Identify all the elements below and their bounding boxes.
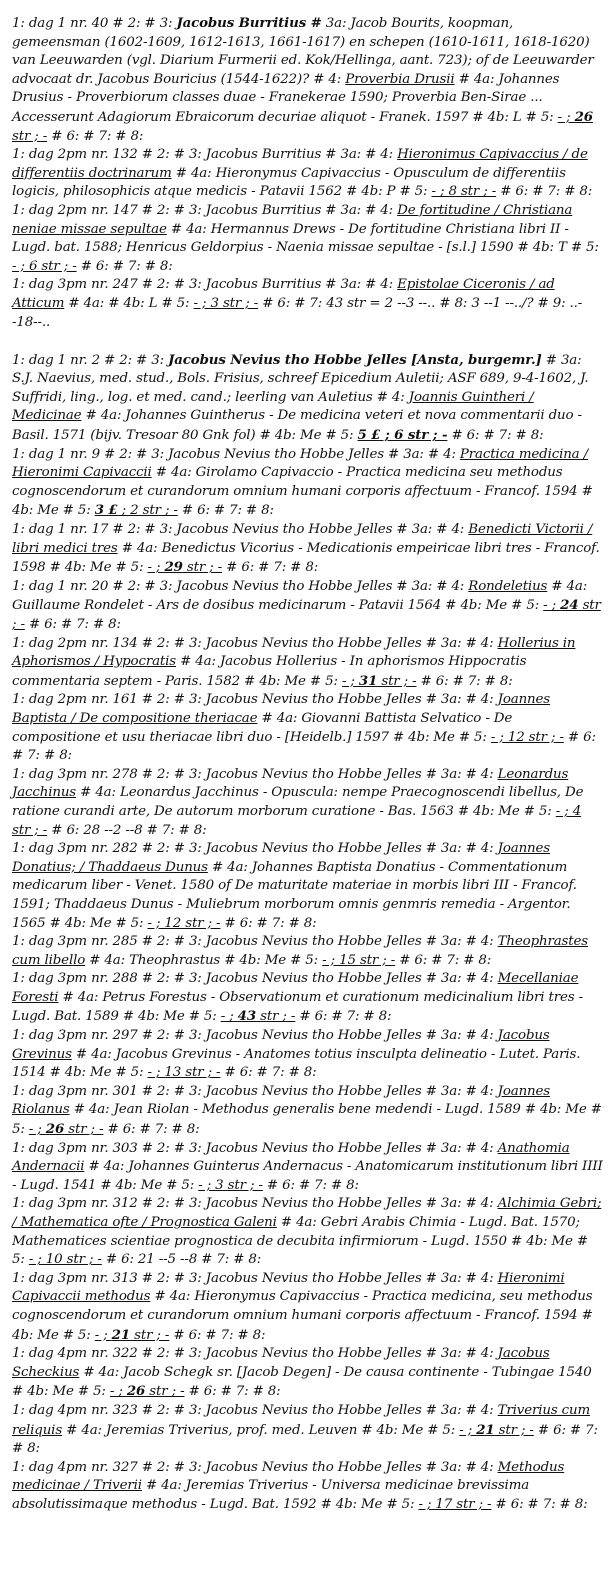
underlined-title: - ; [459, 1422, 477, 1438]
entry-text: # 6: 28 --2 --8 # 7: # 8: [47, 822, 207, 838]
underlined-title: - ; 13 str ; - [147, 1065, 221, 1081]
entry-text: 1: dag 3pm nr. 247 # 2: # 3: Jacobus Burritius # 3a: # 4: [12, 277, 398, 293]
entry-text: 1: dag 2pm nr. 161 # 2: # 3: Jacobus Nevius tho Hobbe Jelles # 3a: # 4: [12, 692, 498, 708]
entry-text: 1: dag 1 nr. 20 # 2: # 3: Jacobus Nevius tho Hobbe Jelles # 3a: # 4: [12, 578, 469, 594]
entry-text: # 4a: Giovanni Battista Selvatico - De compositione et usu theriacae libri duo - [Heidelb.] 1597 # 4b: Me # 5: [12, 710, 513, 745]
catalogue-entry [12, 146, 603, 202]
entry-text: 1: dag 3pm nr. 278 # 2: # 3: Jacobus Nevius tho Hobbe Jelles # 3a: # 4: [12, 766, 498, 782]
catalogue-entry [12, 446, 603, 521]
entry-text: # 4a: Jean Riolan - Methodus generalis bene medendi - Lugd. 1589 # 4b: Me # 5: [12, 1102, 602, 1138]
underlined-title: str ; - [12, 598, 601, 632]
catalogue-entry [12, 635, 603, 692]
underlined-title: - ; [28, 1122, 46, 1138]
entry-text: 1: dag 3pm nr. 297 # 2: # 3: Jacobus Nevius tho Hobbe Jelles # 3a: # 4: [12, 1028, 498, 1044]
bold-value: 24 [560, 597, 579, 614]
catalogue-entry [12, 1083, 603, 1140]
underlined-title: Anathomia Andernacii [12, 1140, 570, 1175]
entry-text: # 4a: Benedictus Vicorius - Medicationis empeiricae libri tres - Francof. 1598 # 4b: Me # 5: [12, 540, 600, 576]
entry-text: # 6: # 7: # 8: [184, 1384, 281, 1400]
entry-text: # 4a: Johannes Drusius - Proverbiorum classes duae - Franekerae 1590; Proverbia Ben-Sirae ... Accesserunt Adagiorum Ebraicorum decuriae aliquot - Franek. 1597 # 4b: L # 5: [12, 71, 560, 125]
bold-value: 43 [237, 1008, 257, 1025]
catalogue-entry [12, 1270, 603, 1345]
entry-text: 1: dag 3pm nr. 285 # 2: # 3: Jacobus Nevius tho Hobbe Jelles # 3a: # 4: [12, 934, 498, 950]
underlined-title: Proverbia Drusii [345, 71, 455, 87]
underlined-title: Alchimia Gebri; / Mathematica ofte / Prognostica Galeni [12, 1196, 602, 1230]
entry-text: 1: dag 1 nr. 2 # 2: # 3: [12, 352, 169, 368]
underlined-title: Triverius cum reliquis [12, 1402, 591, 1438]
bold-value: 3 £ [94, 502, 118, 519]
underlined-title: Joannes Donatius; / Thaddaeus Dunus [12, 841, 551, 875]
underlined-title: - ; 17 str ; - [418, 1496, 492, 1512]
catalogue-entry [12, 1402, 603, 1459]
entry-text: # 6: # 7: # 8: [177, 503, 274, 519]
entry-text: 1: dag 2pm nr. 147 # 2: # 3: Jacobus Burritius # 3a: # 4: [12, 202, 398, 218]
catalogue-entry [12, 14, 603, 146]
entry-text: 1: dag 2pm nr. 134 # 2: # 3: Jacobus Nevius tho Hobbe Jelles # 3a: # 4: [12, 635, 498, 651]
bold-value: 29 [164, 559, 183, 576]
underlined-title: str ; - [12, 128, 48, 144]
underlined-title: str ; - [377, 673, 417, 689]
entry-text: 1: dag 3pm nr. 301 # 2: # 3: Jacobus Nevius tho Hobbe Jelles # 3a: # 4: [12, 1083, 498, 1099]
catalogue-entry [12, 691, 603, 765]
catalogue-entry [12, 202, 603, 276]
bold-value: 21 [111, 1326, 131, 1343]
entry-text: # 4a: Johannes Guinterus Andernacus - Anatomicarum institutionum libri IIII - Lugd. 1541 # 4b: Me # 5: [12, 1159, 603, 1193]
entry-text: # 6: # 7: # 8: [395, 952, 492, 968]
entry-text: 3a: Jacob Bourits, koopman, gemeensman (1602-1609, 1612-1613, 1661-1617) en schepen (1610-1611, 1618-1620) van Leeuwarden (vgl. Diarium Furmerii ed. Kok/Hellinga, aant. 723); of de Leeuwarder advocaat dr. Jacobus Bouricius (1544-1622)? # 4: [12, 16, 594, 87]
entry-text: # 6: # 7: # 8: [295, 1009, 392, 1025]
catalogue-entry [12, 276, 603, 332]
underlined-title: - ; [557, 109, 575, 125]
catalogue-entry [12, 521, 603, 578]
entry-text: # 6: # 7: 43 str = 2 --3 --.. # 8: 3 --1 --../? # 9: ..--18--.. [12, 295, 583, 330]
underlined-title: str ; - [494, 1422, 534, 1438]
underlined-title: ; 2 str ; - [117, 503, 178, 519]
entry-text: # 6: # 7: # 8: [220, 1065, 317, 1081]
entry-text: # 4a: Hieronymus Capivaccius - Opusculum de differentiis logicis, philosophicis atque medicis - Patavii 1562 # 4b: P # 5: [12, 165, 566, 200]
underlined-title: Joannes Baptista / De compositione theriacae [12, 692, 551, 726]
entry-text: # 4a: # 4b: L # 5: [64, 295, 194, 311]
entry-text: # 4a: Jeremias Triverius - Universa medicinae brevissima absolutissimaque methodus - Lugd. Bat. 1592 # 4b: Me # 5: [12, 1478, 530, 1512]
underlined-title: De fortitudine / Christiana neniae missae sepultae [12, 202, 573, 237]
entry-text: # 6: # 7: # 8: [103, 1122, 200, 1138]
entry-text: # 4a: Johannes Baptista Donatius - Commentationum medicarum liber - Venet. 1580 of De maturitate materiae in morbis libri III - Francof. 1591; Thaddaeus Dunus - Muliebrum morborum omnis genmris remedia - Argentor. 1565 # 4b: Me # 5: [12, 859, 577, 931]
entry-text: # 6: # 7: # 8: [24, 617, 121, 632]
bold-value: 5 £ ; 6 str ; - [357, 427, 448, 444]
entry-text: # 4a: Leonardus Jacchinus - Opuscula: nempe Praecognoscendi libellus, De ratione curandi arte, De autorum morborum curatione - Bas. 1563 # 4b: Me # 5: [12, 785, 584, 819]
bold-value: 26 [574, 108, 593, 125]
catalogue-entry [12, 351, 603, 446]
underlined-title: - ; 6 str ; - [12, 258, 77, 274]
section-jacobus-nevius [12, 351, 603, 1515]
entry-text: # 4a: Theophrastus # 4b: Me # 5: [85, 952, 323, 968]
underlined-title: - ; 4 str ; - [12, 803, 582, 838]
bold-value: 21 [476, 1421, 495, 1438]
entry-text: # 6: # 7: # 8: [169, 1327, 266, 1343]
entry-text: # 6: # 7: # 8: [416, 673, 513, 689]
person-name: Jacobus Nevius tho Hobbe Jelles [Ansta, burgemr.] [168, 351, 542, 368]
underlined-title: - ; [109, 1384, 127, 1400]
entry-text: # 4a: Gebri Arabis Chimia - Lugd. Bat. 1570; Mathematices scientiae prognostica de decubita infirmiorum - Lugd. 1550 # 4b: Me # 5: [12, 1215, 588, 1268]
underlined-title: - ; 12 str ; - [490, 729, 564, 745]
underlined-title: - ; [220, 1009, 238, 1025]
underlined-title: - ; [147, 560, 165, 576]
underlined-title: - ; 15 str ; - [322, 952, 396, 968]
underlined-title: str ; - [64, 1122, 104, 1138]
underlined-title: - ; [94, 1327, 112, 1343]
underlined-title: - ; 10 str ; - [28, 1252, 102, 1268]
entry-text: # 6: # 7: # 8: [220, 915, 317, 931]
entry-text: # 4a: Petrus Forestus - Observationum et curationum medicinalium libri tres - Lugd. Bat. 1589 # 4b: Me # 5: [12, 989, 584, 1025]
catalogue-entry [12, 578, 603, 635]
entry-text: # 4a: Girolamo Capivaccio - Practica medicina seu methodus cognoscendorum et curandorum omnium humani corporis affectuum - Francof. 1594 # 4b: Me # 5: [12, 465, 593, 519]
catalogue-entry [12, 1027, 603, 1083]
entry-text: 1: dag 1 nr. 40 # 2: # 3: [12, 16, 177, 31]
underlined-title: Hollerius in Aphorismos / Hypocratis [12, 635, 576, 670]
underlined-title: Joannis Guintheri / Medicinae [12, 389, 534, 424]
entry-text: 1: dag 1 nr. 9 # 2: # 3: Jacobus Nevius tho Hobbe Jelles # 3a: # 4: [12, 446, 460, 462]
catalogue-entry [12, 970, 603, 1027]
bold-value: 26 [126, 1383, 146, 1400]
entry-text: 1: dag 3pm nr. 312 # 2: # 3: Jacobus Nevius tho Hobbe Jelles # 3a: # 4: [12, 1196, 498, 1212]
entry-text: 1: dag 1 nr. 17 # 2: # 3: Jacobus Nevius tho Hobbe Jelles # 3a: # 4: [12, 522, 469, 538]
entry-text: 1: dag 2pm nr. 132 # 2: # 3: Jacobus Burritius # 3a: # 4: [12, 147, 398, 163]
catalogue-entry [12, 933, 603, 970]
entry-text: # 4a: Hieronymus Capivaccius - Practica medicina, seu methodus cognoscendorum et curandorum omnium humani corporis affectuum - Francof. 1594 # 4b: Me # 5: [12, 1289, 593, 1343]
underlined-title: Epistolae Ciceronis / ad Atticum [12, 277, 555, 311]
underlined-title: - ; [341, 673, 359, 689]
underlined-title: Joannes Riolanus [12, 1083, 551, 1118]
entry-text: 1: dag 3pm nr. 303 # 2: # 3: Jacobus Nevius tho Hobbe Jelles # 3a: # 4: [12, 1140, 498, 1156]
entry-text: # 6: # 7: # 8: [76, 258, 173, 274]
underlined-title: Benedicti Victorii / libri medici tres [12, 522, 593, 556]
underlined-title: Mecellaniae Foresti [12, 971, 579, 1005]
entry-text: # 4a: Jacobus Grevinus - Anatomes totius insculpta delineatio - Lutet. Paris. 1514 # 4b: Me # 5: [12, 1046, 581, 1081]
underlined-title: - ; 12 str ; - [147, 915, 221, 931]
entry-text: # 6: # 7: # 8: [447, 428, 544, 444]
bold-value: 26 [45, 1121, 65, 1138]
underlined-title: - ; 8 str ; - [431, 184, 497, 200]
entry-text: 1: dag 4pm nr. 322 # 2: # 3: Jacobus Nevius tho Hobbe Jelles # 3a: # 4: [12, 1346, 498, 1362]
underlined-title: - ; 3 str ; - [193, 295, 259, 311]
catalogue-entry [12, 840, 603, 933]
person-name: Jacobus Burritius # [176, 15, 322, 31]
catalogue-entry [12, 1345, 603, 1402]
entry-text: # 4a: Johannes Guintherus - De medicina veteri et nova commentarii duo - Basil. 1571 (bijv. Tresoar 80 Gnk fol) # 4b: Me # 5: [12, 408, 582, 444]
underlined-title: str ; - [256, 1009, 296, 1025]
entry-text: # 4a: Jacob Schegk sr. [Jacob Degen] - De causa continente - Tubingae 1540 # 4b: Me # 5: [12, 1364, 592, 1400]
entry-text: # 4a: Guillaume Rondelet - Ars de dosibus medicinarum - Patavii 1564 # 4b: Me # 5: [12, 578, 588, 614]
underlined-title: str ; - [145, 1384, 185, 1400]
entry-text: # 6: # 7: # 8: [12, 729, 596, 764]
entry-text: # 6: # 7: # 8: [47, 128, 144, 144]
underlined-title: str ; - [130, 1327, 170, 1343]
underlined-title: Theophrastes cum libello [12, 934, 588, 968]
underlined-title: str ; - [182, 560, 223, 576]
entry-text: # 4a: Hermannus Drews - De fortitudine Christiana libri II - Lugd. bat. 1588; Henricus Geldorpius - Naenia missae sepultae - [s.l.] 1590 # 4b: T # 5: [12, 221, 599, 256]
entry-text: 1: dag 3pm nr. 313 # 2: # 3: Jacobus Nevius tho Hobbe Jelles # 3a: # 4: [12, 1270, 498, 1286]
underlined-title: Jacobus Grevinus [12, 1028, 550, 1062]
underlined-title: Practica medicina / Hieronimi Capivaccii [12, 446, 588, 481]
underlined-title: Hieronimi Capivaccii methodus [12, 1270, 565, 1305]
underlined-title: Methodus medicinae / Triverii [12, 1459, 565, 1494]
entry-text: # 4a: Jacobus Hollerius - In aphorismos Hippocratis commentaria septem - Paris. 1582 # 4b: Me # 5: [12, 654, 527, 689]
underlined-title: Leonardus Jacchinus [12, 766, 569, 801]
entry-text: # 6: 21 --5 --8 # 7: # 8: [101, 1252, 262, 1268]
section-jacobus-burritius [12, 14, 603, 332]
entry-text: # 6: # 7: # 8: [496, 184, 593, 200]
entry-text: # 6: # 7: # 8: [222, 560, 319, 576]
entry-text: # 3a: S.J. Naevius, med. stud., Bols. Frisius, schreef Epicedium Auletii; ASF 689, 9-4-1602, J. Suffridi, ling., log. et med. cand.; leerling van Auletius # 4: [12, 352, 589, 405]
entry-text: # 6: # 7: # 8: [262, 1177, 359, 1193]
entry-text: 1: dag 3pm nr. 288 # 2: # 3: Jacobus Nevius tho Hobbe Jelles # 3a: # 4: [12, 971, 498, 987]
entry-text: # 4a: Jeremias Triverius, prof. med. Leuven # 4b: Me # 5: [62, 1422, 460, 1438]
underlined-title: Rondeletius [468, 578, 548, 594]
underlined-title: Hieronimus Capivaccius / de differentiis doctrinarum [12, 147, 588, 181]
entry-text: # 6: # 7: # 8: [12, 1422, 598, 1457]
entry-text: 1: dag 4pm nr. 327 # 2: # 3: Jacobus Nevius tho Hobbe Jelles # 3a: # 4: [12, 1459, 498, 1475]
entry-text: # 6: # 7: # 8: [491, 1496, 588, 1512]
catalogue-entry [12, 1140, 603, 1196]
catalogue-entry [12, 1195, 603, 1269]
underlined-title: Jacobus Scheckius [12, 1346, 550, 1380]
catalogue-entry [12, 766, 603, 840]
entry-text: 1: dag 3pm nr. 282 # 2: # 3: Jacobus Nevius tho Hobbe Jelles # 3a: # 4: [12, 841, 498, 857]
entry-text: 1: dag 4pm nr. 323 # 2: # 3: Jacobus Nevius tho Hobbe Jelles # 3a: # 4: [12, 1402, 498, 1418]
catalogue-entry [12, 1459, 603, 1515]
underlined-title: - ; [543, 598, 561, 614]
underlined-title: - ; 3 str ; - [198, 1177, 263, 1193]
bold-value: 31 [358, 672, 378, 689]
